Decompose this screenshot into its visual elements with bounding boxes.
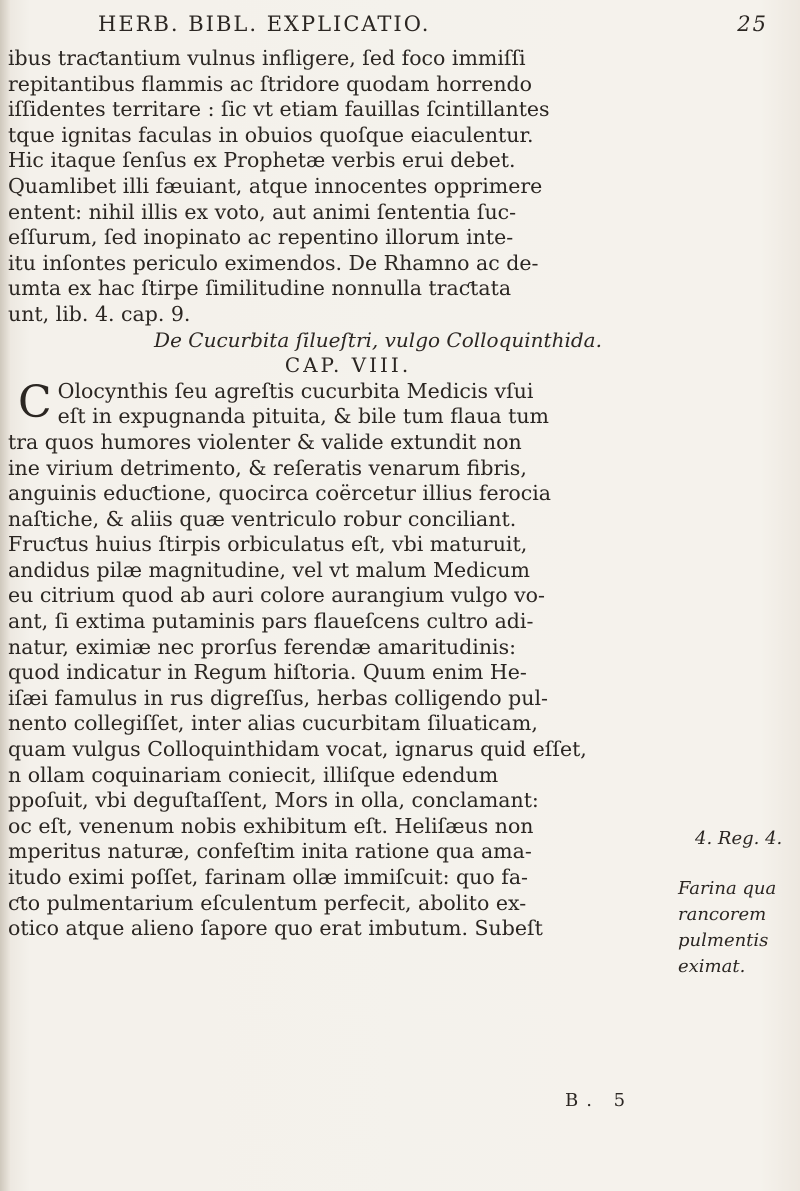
text-line: ine virium detrimento, & reſeratis venarum fibris, <box>8 455 527 480</box>
text-line: eu citrium quod ab auri colore aurangium vulgo vo- <box>8 583 545 608</box>
text-line: umta ex hac ſtirpe ſimilitudine nonnulla traƈtata <box>8 276 512 301</box>
text-line: naſtiche, & aliis quæ ventriculo robur conciliant. <box>8 506 517 531</box>
text-line: otico atque alieno ſapore quo erat imbutum. Subeſt <box>8 916 543 941</box>
text-line: andidus pilæ magnitudine, vel vt malum Medicum <box>8 557 530 582</box>
text-line: ƈto pulmentarium eſculentum perfecit, abolito ex- <box>8 890 527 915</box>
margin-note-eximat: eximat. <box>678 956 746 977</box>
text-line: tque ignitas faculas in obuios quoſque eiaculentur. <box>8 122 534 147</box>
drop-capital: C <box>18 376 52 428</box>
text-line: eſſurum, ſed inopinato ac repentino illorum inte- <box>8 225 514 250</box>
text-line: tra quos humores violenter & valide extundit non <box>8 429 522 454</box>
text-line: Quamlibet illi fæuiant, atque innocentes opprimere <box>8 173 543 198</box>
text-line: ant, ſi extima putaminis pars flaueſcens cultro adi- <box>8 609 534 634</box>
main-text <box>8 46 748 942</box>
text-line: Fruƈtus huius ſtirpis orbiculatus eſt, vbi maturuit, <box>8 532 528 557</box>
text-line: anguinis eduƈtione, quocirca coërcetur illius ferocia <box>8 481 551 506</box>
text-line: eſt in expugnanda pituita, & bile tum flaua tum <box>57 404 549 429</box>
text-line: ibus traƈtantium vulnus infligere, ſed foco immiſſi <box>8 46 526 70</box>
text-line: Hic itaque ſenſus ex Prophetæ verbis erui debet. <box>8 148 516 173</box>
margin-note-rancorem: rancorem <box>678 904 767 925</box>
text-line: quam vulgus Colloquinthidam vocat, ignarus quid eſſet, <box>8 737 587 762</box>
text-line: n ollam coquinariam coniecit, illiſque edendum <box>8 762 499 787</box>
text-line: unt, lib. 4. cap. 9. <box>8 301 191 326</box>
running-title: HERB. BIBL. EXPLICATIO. <box>98 12 431 36</box>
signature-mark: B. 5 <box>565 1090 634 1111</box>
page-number: 25 <box>737 12 768 36</box>
text-line: itu inſontes periculo eximendos. De Rhamno ac de- <box>8 250 539 275</box>
margin-note-farina: Farina qua <box>678 878 777 899</box>
text-line: quod indicatur in Regum hiſtoria. Quum enim He- <box>8 660 527 685</box>
text-line: repitantibus flammis ac ſtridore quodam horrendo <box>8 71 533 96</box>
text-line: nento collegiſſet, inter alias cucurbitam ſiluaticam, <box>8 711 538 736</box>
text-line: iſæi famulus in rus digreſſus, herbas colligendo pul- <box>8 685 548 710</box>
text-line-content: Olocynthis ſeu agreſtis cucurbita Medicis vſui <box>57 378 534 403</box>
text-line: oc eſt, venenum nobis exhibitum eſt. Heliſæus non <box>8 813 534 838</box>
chapter-subheading: De Cucurbita ſilueſtri, vulgo Colloquinthida. <box>154 327 602 352</box>
text-line: entent: nihil illis ex voto, aut animi ſententia ſuc- <box>8 199 517 224</box>
text-line: mperitus naturæ, confeſtim inita ratione qua ama- <box>8 839 532 864</box>
running-header <box>78 8 778 42</box>
margin-note-reg: 4. Reg. 4. <box>695 828 783 849</box>
text-line: ppoſuit, vbi deguſtaſſent, Mors in olla, conclamant: <box>8 788 539 813</box>
text-line: natur, eximiæ nec prorſus ferendæ amaritudinis: <box>8 634 517 659</box>
text-line: iſſidentes territare : ſic vt etiam fauillas ſcintillantes <box>8 97 550 122</box>
margin-note-pulmentis: pulmentis <box>678 930 769 951</box>
text-line: itudo eximi poſſet, farinam ollæ immiſcuit: quo fa- <box>8 865 528 889</box>
chapter-heading: CAP. VIII. <box>284 353 412 378</box>
